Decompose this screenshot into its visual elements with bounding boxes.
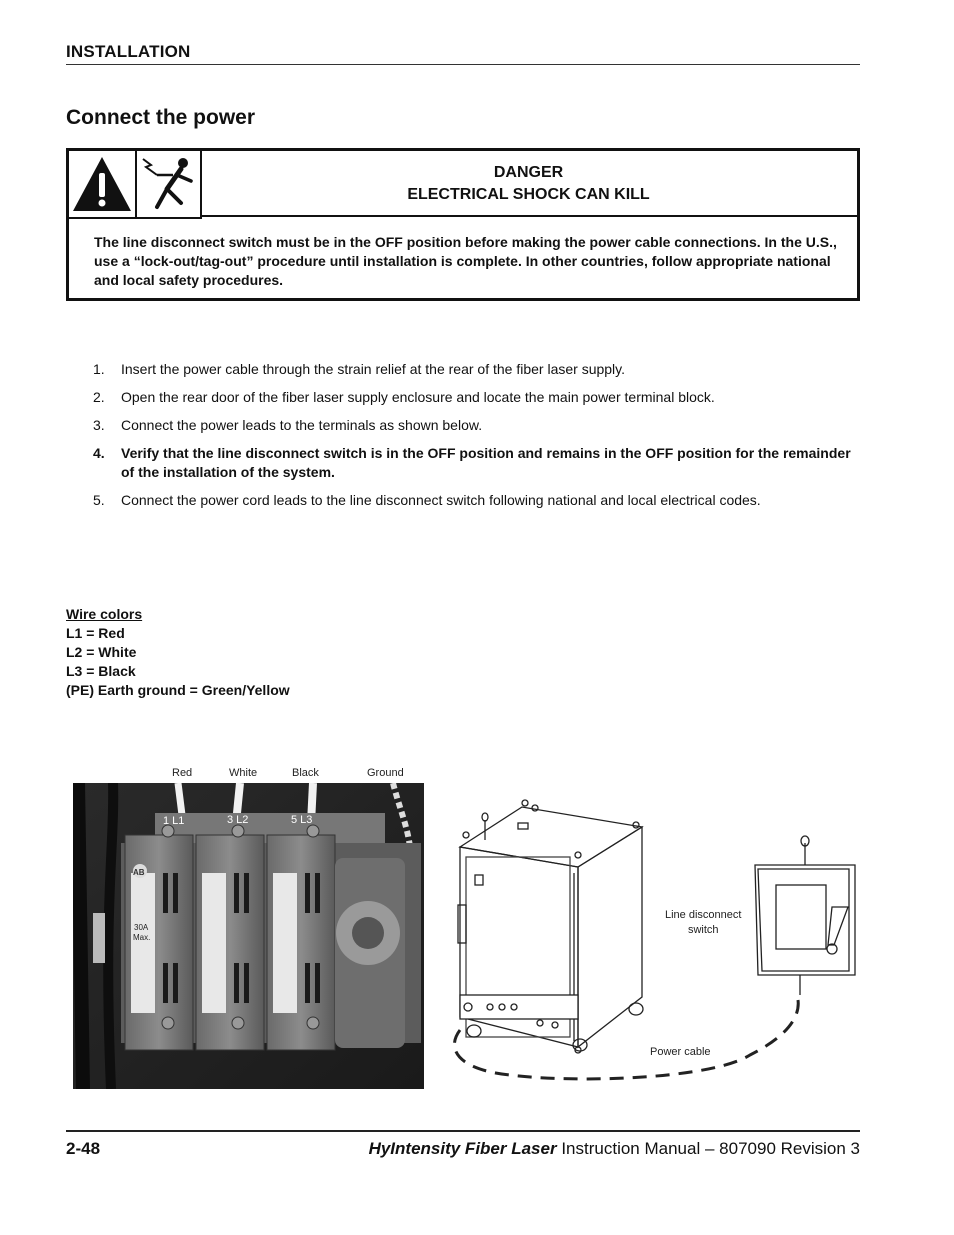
power-cable-label: Power cable [650, 1046, 711, 1058]
danger-icon-panel [69, 151, 202, 219]
danger-box [66, 148, 860, 301]
page-number: 2-48 [66, 1139, 101, 1158]
step-text: Insert the power cable through the strain relief at the rear of the fiber laser supply. [121, 361, 626, 377]
wire-color-line: L3 = Black [66, 663, 136, 679]
danger-title: DANGER [493, 164, 564, 181]
step-text: Connect the power leads to the terminals as shown below. [121, 417, 483, 433]
list-item [93, 444, 853, 482]
switch-label [665, 908, 741, 938]
terminal-label-l2: 3 L2 [227, 814, 249, 826]
list-item [93, 491, 853, 510]
danger-body: The line disconnect switch must be in the OFF position before making the power cable connections. In the U.S., use a “lock-out/tag-out” procedure until installation is complete. In other countries, follow appropriate national and local safety procedures. [94, 234, 837, 288]
step-text: Verify that the line disconnect switch is in the OFF position and remains in the OFF position for the remainder of the installation of the system. [121, 445, 851, 480]
module-rating-max: Max. [133, 933, 151, 942]
switch-label-line1: Line disconnect [665, 909, 742, 921]
danger-subtitle: ELECTRICAL SHOCK CAN KILL [407, 186, 650, 203]
footer-doc-info [369, 1139, 860, 1159]
brand-badge: AB [133, 868, 145, 877]
wire-label-black: Black [292, 767, 319, 779]
doc-type: Instruction Manual [561, 1139, 701, 1158]
wire-label-red: Red [172, 767, 193, 779]
wire-label-white: White [229, 767, 258, 779]
steps-list [93, 360, 853, 519]
step-number: 5. [93, 492, 105, 508]
page-title: Connect the power [66, 106, 256, 129]
doc-revision: 807090 Revision 3 [719, 1139, 860, 1158]
section-header: INSTALLATION [66, 42, 191, 61]
step-text: Connect the power cord leads to the line disconnect switch following national and local electrical codes. [121, 492, 761, 508]
product-name: HyIntensity Fiber Laser [368, 1139, 557, 1158]
line-disconnect-drawing [450, 795, 860, 1085]
list-item [93, 416, 853, 435]
warning-triangle-icon [69, 151, 137, 217]
electric-shock-icon [137, 151, 200, 217]
terminal-label-l1: 1 L1 [163, 815, 185, 827]
terminal-block-photo [73, 783, 424, 1089]
wire-color-line: L1 = Red [66, 625, 125, 641]
step-text: Open the rear door of the fiber laser supply enclosure and locate the main power terminal block. [121, 389, 715, 405]
wire-colors-heading: Wire colors [66, 606, 143, 622]
module-rating: 30A [134, 923, 149, 932]
wire-label-ground: Ground [367, 767, 404, 779]
step-number: 4. [93, 445, 105, 461]
wire-color-line: L2 = White [66, 644, 137, 660]
list-item [93, 388, 853, 407]
wire-color-line: (PE) Earth ground = Green/Yellow [66, 682, 290, 698]
footer-dash: – [704, 1139, 715, 1158]
danger-heading [200, 151, 857, 217]
terminal-label-l3: 5 L3 [291, 814, 313, 826]
step-number: 3. [93, 417, 105, 433]
switch-label-line2: switch [687, 924, 719, 936]
step-number: 1. [93, 361, 105, 377]
step-number: 2. [93, 389, 105, 405]
header-rule [66, 64, 860, 65]
footer-rule [66, 1130, 860, 1132]
list-item [93, 360, 853, 379]
wire-colors-legend [66, 605, 290, 700]
